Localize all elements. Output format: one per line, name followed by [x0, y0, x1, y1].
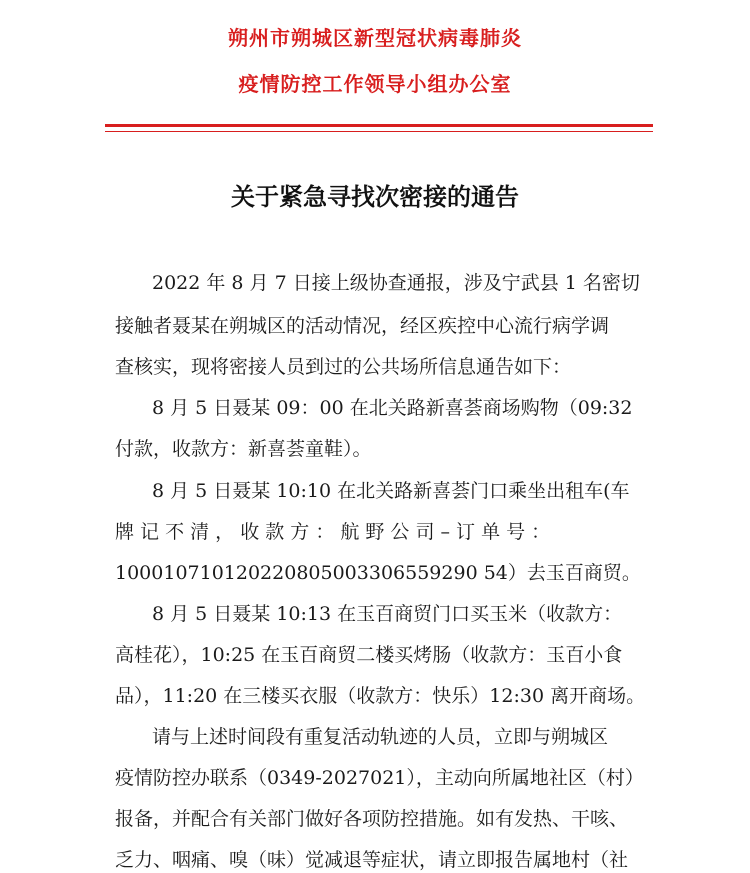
- body-line: 查核实，现将密接人员到过的公共场所信息通告如下：: [115, 356, 572, 378]
- body-line: 疫情防控办联系（0349-2027021），主动向所属地社区（村）: [115, 767, 644, 789]
- red-rule-thick: [105, 124, 653, 127]
- body-line: 2022 年 8 月 7 日接上级协查通报，涉及宁武县 1 名密切: [152, 272, 640, 294]
- body-line: 报备，并配合有关部门做好各项防控措施。如有发热、干咳、: [115, 808, 629, 830]
- body-line: 100010710120220805003306559290 54）去玉百商贸。: [115, 562, 641, 584]
- body-line: 品），11:20 在三楼买衣服（收款方：快乐）12:30 离开商场。: [115, 685, 646, 707]
- body-line: 乏力、咽痛、嗅（味）觉减退等症状，请立即报告属地村（社: [115, 849, 629, 871]
- body-line: 高桂花），10:25 在玉百商贸二楼买烤肠（收款方：玉百小食: [115, 644, 623, 666]
- body-line: 请与上述时间段有重复活动轨迹的人员，立即与朔城区: [152, 726, 609, 748]
- body-line: 付款，收款方：新喜荟童鞋）。: [115, 438, 372, 460]
- red-rule-thin: [105, 131, 653, 132]
- body-line: 8 月 5 日聂某 10:10 在北关路新喜荟门口乘坐出租车(车: [152, 480, 630, 502]
- body-line: 牌 记 不 清 ， 收 款 方 ： 航 野 公 司 – 订 单 号 ：: [115, 521, 551, 543]
- issuer-header-line-1: 朔州市朔城区新型冠状病毒肺炎: [228, 26, 522, 50]
- body-line: 8 月 5 日聂某 09：00 在北关路新喜荟商场购物（09:32: [152, 397, 633, 419]
- notice-title: 关于紧急寻找次密接的通告: [231, 183, 519, 211]
- body-line: 接触者聂某在朔城区的活动情况，经区疾控中心流行病学调: [115, 315, 610, 337]
- body-line: 8 月 5 日聂某 10:13 在玉百商贸门口买玉米（收款方：: [152, 603, 623, 625]
- issuer-header-line-2: 疫情防控工作领导小组办公室: [238, 72, 512, 96]
